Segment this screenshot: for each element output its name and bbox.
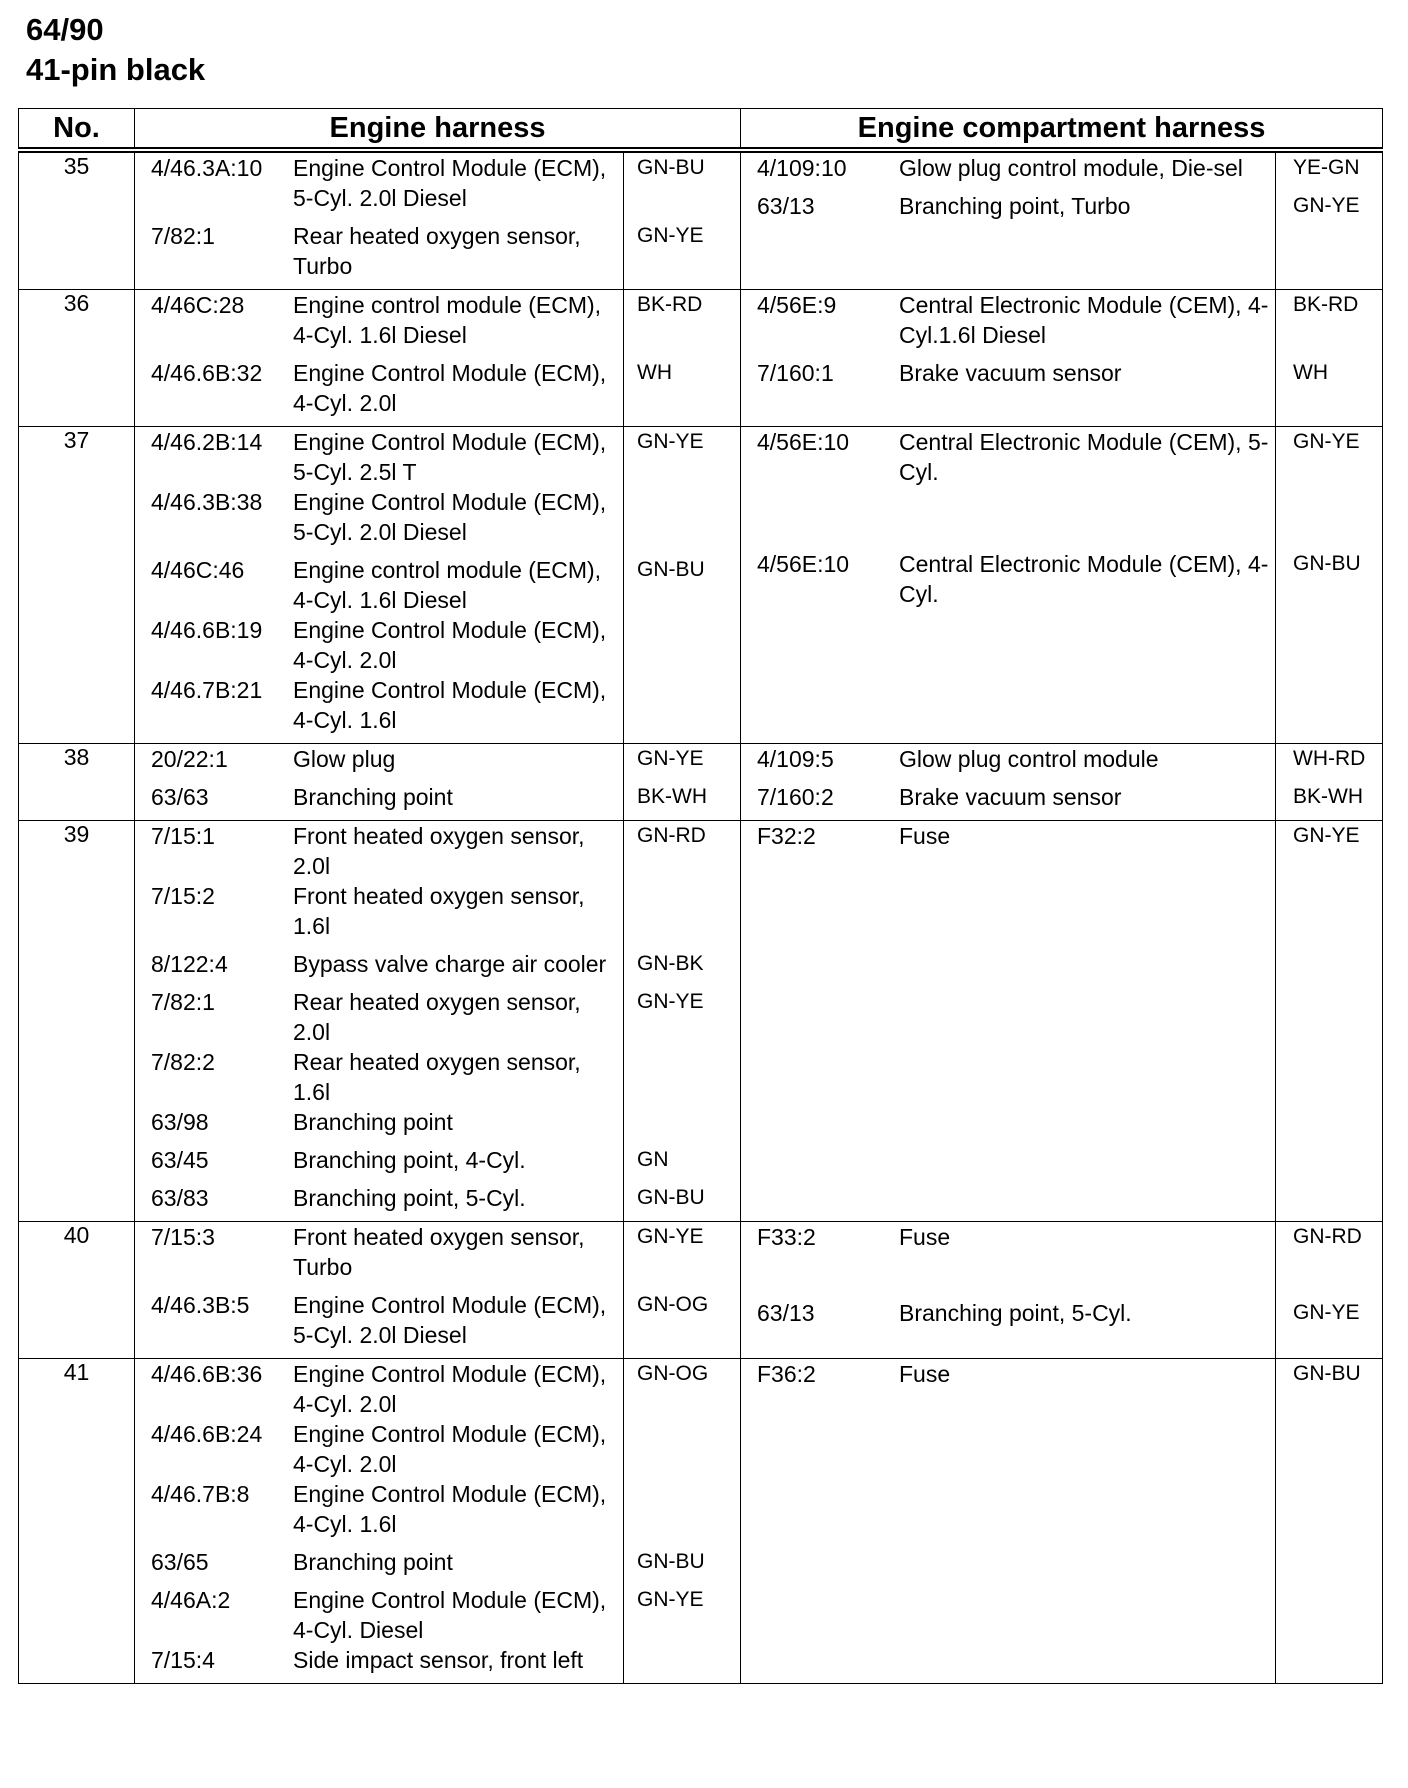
connector-code: F32:2 <box>757 823 816 849</box>
harness-entry <box>135 987 740 1047</box>
connector-code: 63/45 <box>151 1147 209 1173</box>
harness-entry <box>741 1359 1382 1397</box>
color-column-divider <box>623 427 624 743</box>
pin-number: 39 <box>19 821 135 1222</box>
connector-code: F33:2 <box>757 1224 816 1250</box>
harness-entry <box>135 1547 740 1585</box>
wire-color: GN-YE <box>1293 1301 1360 1324</box>
table-row <box>19 1359 1383 1684</box>
harness-entry <box>741 782 1382 820</box>
color-column-divider <box>1275 821 1276 1221</box>
connector-code: 4/109:10 <box>757 155 847 181</box>
connector-code: 4/109:5 <box>757 746 834 772</box>
component-description: Engine Control Module (ECM), 5-Cyl. 2.0l Diesel <box>293 489 607 545</box>
harness-entry <box>135 358 740 426</box>
connector-code: 4/46.3B:38 <box>151 489 263 515</box>
harness-entry <box>135 1107 740 1145</box>
wire-color: GN-OG <box>637 1293 709 1316</box>
harness-entry <box>135 487 740 555</box>
harness-entry <box>135 675 740 743</box>
wire-color: WH <box>1293 361 1328 384</box>
table-body <box>19 150 1383 1684</box>
component-description: Central Electronic Module (CEM), 4-Cyl.1.6l Diesel <box>899 292 1269 348</box>
table-row <box>19 1222 1383 1359</box>
engine-compartment-harness-cell <box>741 150 1383 290</box>
wire-color: GN-YE <box>1293 194 1360 217</box>
connector-code: 4/46C:46 <box>151 557 245 583</box>
connector-code: 63/13 <box>757 1300 815 1326</box>
color-column-divider <box>623 1359 624 1683</box>
engine-compartment-harness-cell <box>741 1359 1383 1684</box>
wire-color: BK-RD <box>1293 293 1359 316</box>
harness-entry <box>741 153 1382 191</box>
pin-number: 41 <box>19 1359 135 1684</box>
table-header-row <box>19 109 1383 151</box>
connector-code: 7/15:4 <box>151 1647 215 1673</box>
connector-code: 63/13 <box>757 193 815 219</box>
component-description: Fuse <box>899 1361 951 1387</box>
connector-code: 7/82:2 <box>151 1049 215 1075</box>
wire-color: GN-YE <box>637 430 704 453</box>
wire-color <box>621 1047 755 1107</box>
component-description: Glow plug <box>293 746 396 772</box>
harness-entry <box>135 1645 740 1683</box>
harness-entry <box>135 1585 740 1645</box>
harness-entry <box>135 1479 740 1547</box>
connector-code: 4/56E:10 <box>757 551 850 577</box>
connector-code: 4/46A:2 <box>151 1587 231 1613</box>
harness-entry <box>135 881 740 949</box>
harness-entry <box>135 1222 740 1290</box>
harness-entry <box>135 555 740 615</box>
engine-compartment-harness-cell <box>741 821 1383 1222</box>
connector-code: 7/15:2 <box>151 883 215 909</box>
component-description: Engine Control Module (ECM), 5-Cyl. 2.0l Diesel <box>293 1292 607 1348</box>
connector-code: 63/83 <box>151 1185 209 1211</box>
wire-color: GN-YE <box>637 224 704 247</box>
connector-code: 4/46C:28 <box>151 292 245 318</box>
component-description: Fuse <box>899 1224 951 1250</box>
component-description: Branching point, 5-Cyl. <box>293 1185 526 1211</box>
wire-color: BK-WH <box>637 785 707 808</box>
component-description: Side impact sensor, front left <box>293 1647 584 1673</box>
wire-color: GN-OG <box>637 1362 709 1385</box>
pin-number: 37 <box>19 427 135 744</box>
component-description: Glow plug control module, Die-sel <box>899 155 1243 181</box>
pin-number: 35 <box>19 150 135 290</box>
connector-code: 63/98 <box>151 1109 209 1135</box>
color-column-divider <box>623 290 624 426</box>
harness-entry <box>135 153 740 221</box>
engine-harness-cell <box>135 427 741 744</box>
component-description: Brake vacuum sensor <box>899 784 1122 810</box>
wire-color <box>621 675 755 743</box>
harness-entry <box>135 1290 740 1358</box>
connector-code: 4/46.6B:19 <box>151 617 263 643</box>
table-row <box>19 744 1383 821</box>
wire-color: GN-BU <box>1293 1362 1361 1385</box>
wire-color: BK-WH <box>1293 785 1363 808</box>
component-description: Engine Control Module (ECM), 4-Cyl. 2.0l <box>293 617 607 673</box>
color-column-divider <box>1275 153 1276 289</box>
connector-code: 7/15:3 <box>151 1224 215 1250</box>
connector-code: 4/46.7B:8 <box>151 1481 250 1507</box>
connector-code: 4/56E:9 <box>757 292 837 318</box>
color-column-divider <box>623 1222 624 1358</box>
connector-title: 41-pin black <box>26 52 206 87</box>
connector-code: 4/56E:10 <box>757 429 850 455</box>
wire-color: GN-RD <box>637 824 706 847</box>
connector-code: 20/22:1 <box>151 746 228 772</box>
color-column-divider <box>1275 1359 1276 1683</box>
color-column-divider <box>623 821 624 1221</box>
engine-compartment-harness-cell <box>741 1222 1383 1359</box>
harness-entry <box>135 821 740 881</box>
wire-color <box>621 1419 755 1479</box>
wire-color: GN-YE <box>637 1225 704 1248</box>
table-row <box>19 150 1383 290</box>
component-description: Fuse <box>899 823 951 849</box>
color-column-divider <box>623 744 624 820</box>
page-heading <box>26 10 205 90</box>
wire-color: GN-YE <box>637 1588 704 1611</box>
component-description: Engine Control Module (ECM), 4-Cyl. 2.0l <box>293 360 607 416</box>
connector-code: 4/46.3B:5 <box>151 1292 250 1318</box>
component-description: Engine control module (ECM), 4-Cyl. 1.6l Diesel <box>293 557 602 613</box>
wire-color: WH-RD <box>1293 747 1366 770</box>
wire-color <box>621 881 755 949</box>
wire-color: GN-BU <box>637 558 705 581</box>
connector-code: 4/46.2B:14 <box>151 429 263 455</box>
harness-entry <box>741 358 1382 396</box>
component-description: Branching point, Turbo <box>899 193 1131 219</box>
harness-entry <box>741 744 1382 782</box>
wire-color: GN-BU <box>1293 552 1361 575</box>
component-description: Engine Control Module (ECM), 4-Cyl. Diesel <box>293 1587 607 1643</box>
harness-entry <box>135 782 740 820</box>
harness-entry <box>135 949 740 987</box>
header-engine-compartment-harness: Engine compartment harness <box>741 109 1383 151</box>
harness-entry <box>741 821 1382 859</box>
engine-harness-cell <box>135 1359 741 1684</box>
connector-code: 4/46.6B:36 <box>151 1361 263 1387</box>
wire-color: BK-RD <box>637 293 703 316</box>
component-description: Central Electronic Module (CEM), 5-Cyl. <box>899 429 1269 485</box>
component-description: Branching point, 4-Cyl. <box>293 1147 526 1173</box>
wire-color: GN-BK <box>637 952 704 975</box>
component-description: Engine Control Module (ECM), 4-Cyl. 1.6l <box>293 1481 607 1537</box>
connector-code: F36:2 <box>757 1361 816 1387</box>
harness-entry <box>135 1183 740 1221</box>
component-description: Glow plug control module <box>899 746 1159 772</box>
wire-color: GN-YE <box>637 747 704 770</box>
harness-entry <box>135 1145 740 1183</box>
component-description: Engine Control Module (ECM), 4-Cyl. 2.0l <box>293 1421 607 1477</box>
wire-color: GN-RD <box>1293 1225 1362 1248</box>
engine-harness-cell <box>135 150 741 290</box>
pin-number: 36 <box>19 290 135 427</box>
table-row <box>19 427 1383 744</box>
component-description: Engine Control Module (ECM), 5-Cyl. 2.5l T <box>293 429 607 485</box>
wire-color: GN <box>637 1148 669 1171</box>
connector-code: 7/160:2 <box>757 784 834 810</box>
connector-code: 63/65 <box>151 1549 209 1575</box>
connector-code: 4/46.3A:10 <box>151 155 263 181</box>
component-description: Bypass valve charge air cooler <box>293 951 607 977</box>
pin-number: 38 <box>19 744 135 821</box>
wire-color: GN-BU <box>637 156 705 179</box>
component-description: Rear heated oxygen sensor, 2.0l <box>293 989 581 1045</box>
connector-code: 63/63 <box>151 784 209 810</box>
harness-entry <box>135 290 740 358</box>
table-row <box>19 290 1383 427</box>
wire-color <box>621 1479 755 1547</box>
component-description: Front heated oxygen sensor, Turbo <box>293 1224 585 1280</box>
wire-color <box>621 487 755 555</box>
engine-harness-cell <box>135 821 741 1222</box>
component-description: Engine control module (ECM), 4-Cyl. 1.6l Diesel <box>293 292 602 348</box>
component-description: Branching point <box>293 1109 453 1135</box>
component-description: Front heated oxygen sensor, 1.6l <box>293 883 585 939</box>
harness-entry <box>741 1222 1382 1260</box>
wire-color: GN-YE <box>637 990 704 1013</box>
engine-compartment-harness-cell <box>741 744 1383 821</box>
wire-color: WH <box>637 361 672 384</box>
connector-code: 7/82:1 <box>151 223 215 249</box>
component-description: Engine Control Module (ECM), 4-Cyl. 2.0l <box>293 1361 607 1417</box>
component-description: Front heated oxygen sensor, 2.0l <box>293 823 585 879</box>
connector-code: 7/15:1 <box>151 823 215 849</box>
component-description: Engine Control Module (ECM), 4-Cyl. 1.6l <box>293 677 607 733</box>
harness-entry <box>741 1298 1382 1336</box>
header-no: No. <box>19 109 135 151</box>
color-column-divider <box>1275 744 1276 820</box>
harness-entry <box>135 1419 740 1479</box>
harness-entry <box>135 221 740 289</box>
connector-code: 4/46.7B:21 <box>151 677 263 703</box>
wire-color: GN-YE <box>1293 824 1360 847</box>
wire-color: GN-BU <box>637 1550 705 1573</box>
color-column-divider <box>1275 1222 1276 1358</box>
engine-harness-cell <box>135 1222 741 1359</box>
connector-code: 7/160:1 <box>757 360 834 386</box>
connector-code: 8/122:4 <box>151 951 228 977</box>
harness-entry <box>135 427 740 487</box>
harness-entry <box>135 1047 740 1107</box>
pin-number: 40 <box>19 1222 135 1359</box>
component-description: Rear heated oxygen sensor, Turbo <box>293 223 581 279</box>
page-number: 64/90 <box>26 12 104 47</box>
connector-code: 4/46.6B:32 <box>151 360 263 386</box>
harness-table <box>18 108 1383 1684</box>
wire-color: GN-YE <box>1293 430 1360 453</box>
engine-compartment-harness-cell <box>741 427 1383 744</box>
wire-color <box>621 1645 755 1683</box>
component-description: Branching point <box>293 1549 453 1575</box>
harness-entry <box>741 191 1382 229</box>
engine-harness-cell <box>135 290 741 427</box>
connector-code: 7/82:1 <box>151 989 215 1015</box>
component-description: Brake vacuum sensor <box>899 360 1122 386</box>
wire-color: GN-BU <box>637 1186 705 1209</box>
harness-entry <box>741 549 1382 617</box>
wire-color: YE-GN <box>1293 156 1360 179</box>
component-description: Branching point <box>293 784 453 810</box>
connector-code: 4/46.6B:24 <box>151 1421 263 1447</box>
harness-entry <box>135 744 740 782</box>
component-description: Branching point, 5-Cyl. <box>899 1300 1132 1326</box>
component-description: Rear heated oxygen sensor, 1.6l <box>293 1049 581 1105</box>
table-row <box>19 821 1383 1222</box>
color-column-divider <box>1275 427 1276 743</box>
wire-color <box>621 615 755 675</box>
harness-entry <box>741 427 1382 495</box>
component-description: Central Electronic Module (CEM), 4-Cyl. <box>899 551 1269 607</box>
header-engine-harness: Engine harness <box>135 109 741 151</box>
color-column-divider <box>623 153 624 289</box>
wire-color <box>621 1107 755 1145</box>
engine-compartment-harness-cell <box>741 290 1383 427</box>
harness-entry <box>741 290 1382 358</box>
color-column-divider <box>1275 290 1276 426</box>
harness-entry <box>135 1359 740 1419</box>
harness-entry <box>135 615 740 675</box>
component-description: Engine Control Module (ECM), 5-Cyl. 2.0l Diesel <box>293 155 607 211</box>
engine-harness-cell <box>135 744 741 821</box>
